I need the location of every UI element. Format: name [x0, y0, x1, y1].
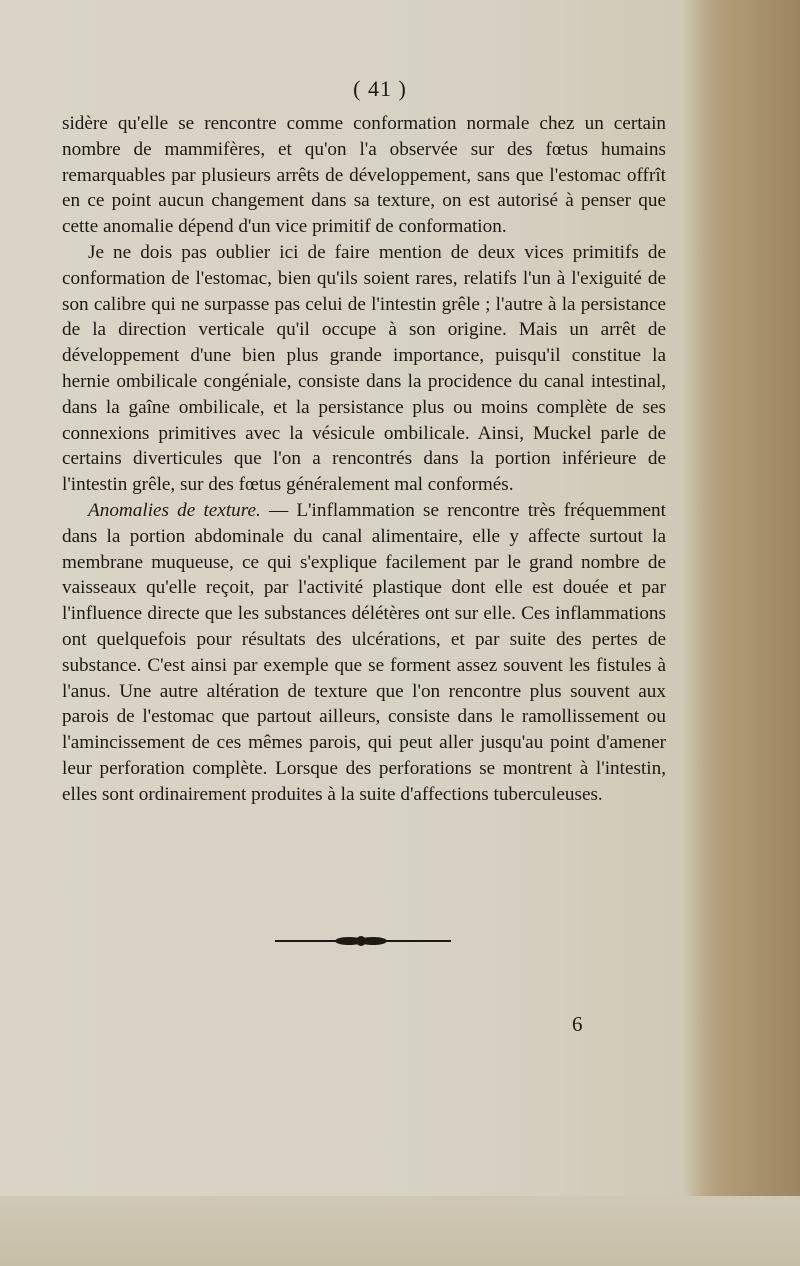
- page-bottom-band: [0, 1196, 800, 1266]
- page-edge: [684, 0, 800, 1266]
- body-text: [62, 111, 666, 808]
- paragraph-3-text: — L'inflammation se rencontre très fréquemment dans la portion abdominale du canal alimentaire, elle y affecte surtout la membrane muqueuse, ce qui s'explique facilement par le grand nombre de vaisseaux qu'elle reçoit, par l'activité plastique dont elle est douée et par l'influence directe que les substances délétères ont sur elle. Ces inflammations ont quelquefois pour résultats des ulcérations, et par suite des pertes de substance. C'est ainsi par exemple que se forment assez souvent les fistules à l'anus. Une autre altération de texture que l'on rencontre plus souvent aux parois de l'estomac que partout ailleurs, consiste dans le ramollissement ou l'amincissement de ces mêmes parois, qui peut aller jusqu'au point d'amener leur perforation complète. Lorsque des perforations se montrent à l'intestin, elles sont ordinairement produites à la suite d'affections tuberculeuses.: [62, 499, 666, 805]
- page-number: ( 41 ): [353, 76, 407, 101]
- paragraph-2: Je ne dois pas oublier ici de faire mention de deux vices primitifs de conformation de l'estomac, bien qu'ils soient rares, relatifs l'un à l'exiguité de son calibre qui ne surpasse pas celui de l'intestin grêle ; l'autre à la persistance de la direction verticale qu'il occupe à son origine. Mais un arrêt de développement d'une bien plus grande importance, puisqu'il constitue la hernie ombilicale congéniale, consiste dans la procidence du canal intestinal, dans la gaîne ombilicale, et la persistance plus ou moins complète de ses connexions primitives avec la vésicule ombilicale. Ainsi, Muckel parle de certains diverticules que l'on a rencontrés dans la portion inférieure de l'intestin grêle, sur des fœtus généralement mal conformés.: [62, 241, 666, 496]
- signature-mark: 6: [572, 1012, 583, 1036]
- paragraph-3: [62, 498, 666, 808]
- ornament-divider: [275, 934, 451, 948]
- section-heading: Anomalies de texture.: [88, 499, 261, 521]
- paragraph-1: sidère qu'elle se rencontre comme conformation normale chez un certain nombre de mammifères, et qu'on l'a observée sur des fœtus humains remarquables par plusieurs arrêts de développement, sans que l'estomac offrît en ce point aucun changement dans sa texture, on est autorisé à penser que cette anomalie dépend d'un vice primitif de conformation.: [62, 113, 666, 238]
